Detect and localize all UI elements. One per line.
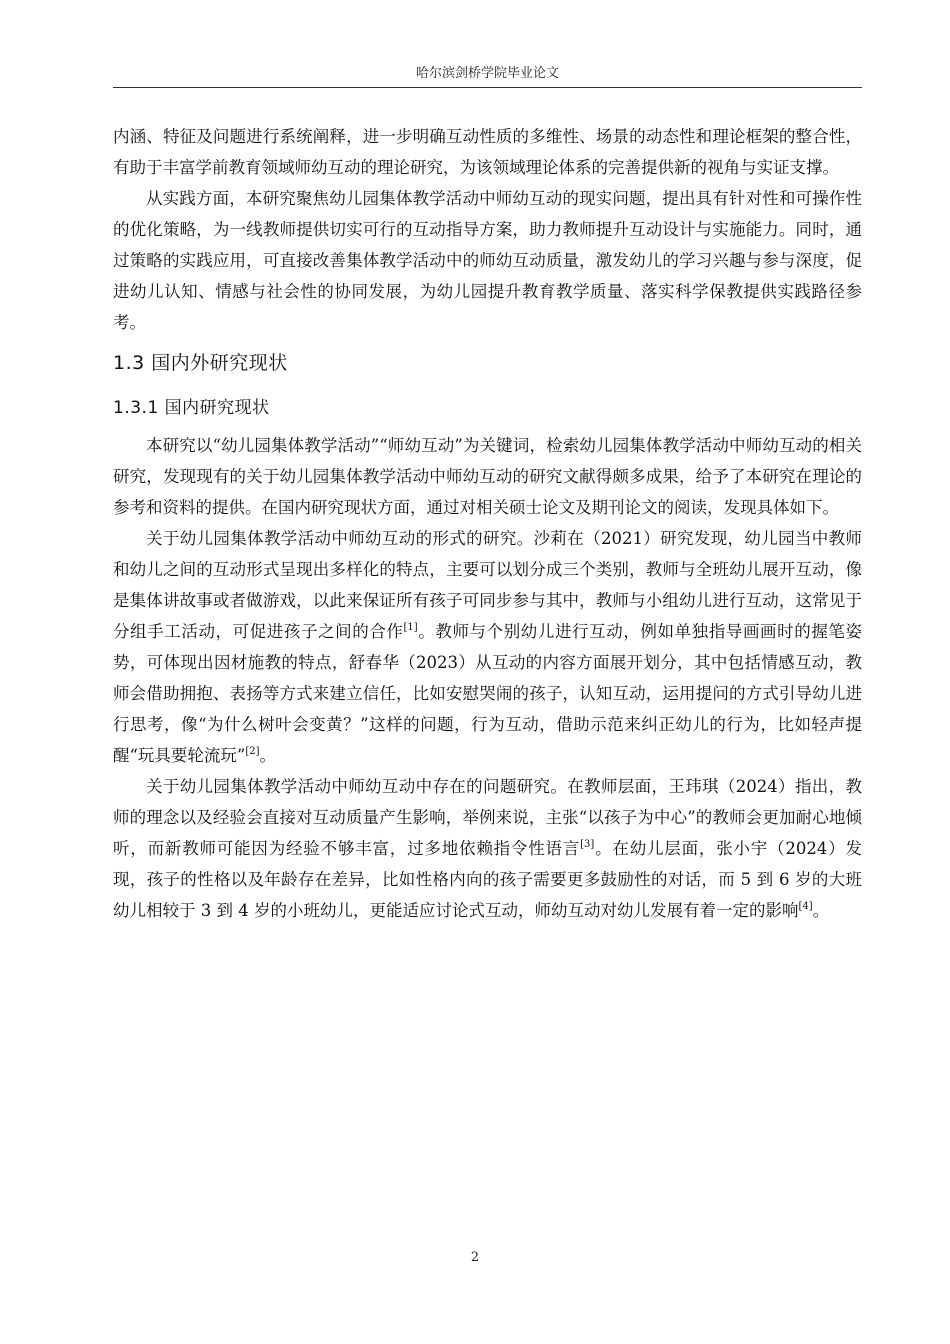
citation-3: [3] <box>580 839 595 850</box>
paragraph-text: 。在幼儿层面，张小宇（2024）发现，孩子的性格以及年龄存在差异，比如性格内向的孩子需要更多鼓励性的对话，而 5 到 6 岁的大班幼儿相较于 3 到 4 岁的小班幼儿，更能适应讨论式互动，师幼互动对幼儿发展有着一定的影响 <box>113 839 862 920</box>
paragraph-text: 。 <box>259 746 277 765</box>
running-header: 哈尔滨剑桥学院毕业论文 <box>415 66 559 81</box>
page-number: 2 <box>470 1250 480 1265</box>
paragraph-domestic-overview: 本研究以“幼儿园集体教学活动”“师幼互动”为关键词，检索幼儿园集体教学活动中师幼互动的相关研究，发现现有的关于幼儿园集体教学活动中师幼互动的研究文献得颇多成果，给予了本研究在理论的参考和资料的提供。在国内研究现状方面，通过对相关硕士论文及期刊论文的阅读，发现具体如下。 <box>113 436 862 517</box>
citation-1: [1] <box>403 622 418 633</box>
citation-4: [4] <box>798 901 813 912</box>
citation-2: [2] <box>245 746 260 757</box>
section-heading-1-3: 1.3 国内外研究现状 <box>113 352 288 374</box>
paragraph-interaction-forms <box>113 523 862 771</box>
paragraph-text: 关于幼儿园集体教学活动中师幼互动中存在的问题研究。在教师层面，王玮琪（2024）指出，教师的理念以及经验会直接对互动质量产生影响，举例来说，主张“以孩子为中心”的教师会更加耐心地倾听，而新教师可能因为经验不够丰富，过多地依赖指令性语言 <box>113 777 862 858</box>
body-content <box>113 121 862 926</box>
paragraph-text: 。教师与个别幼儿进行互动，例如单独指导画画时的握笔姿势，可体现出因材施教的特点，舒春华（2023）从互动的内容方面展开划分，其中包括情感互动，教师会借助拥抱、表扬等方式来建立信任，比如安慰哭闹的孩子，认知互动，运用提问的方式引导幼儿进行思考，像“为什么树叶会变黄？”这样的问题，行为互动，借助示范来纠正幼儿的行为，比如轻声提醒“玩具要轮流玩” <box>113 622 863 765</box>
paragraph-text: 。 <box>812 901 830 920</box>
header-rule <box>113 87 862 88</box>
subsection-heading-1-3-1: 1.3.1 国内研究现状 <box>113 398 270 418</box>
paragraph-interaction-problems <box>113 771 862 926</box>
paragraph-theory-significance: 内涵、特征及问题进行系统阐释，进一步明确互动性质的多维性、场景的动态性和理论框架的整合性，有助于丰富学前教育领域师幼互动的理论研究，为该领域理论体系的完善提供新的视角与实证支撑。 <box>113 127 862 177</box>
paragraph-text: 关于幼儿园集体教学活动中师幼互动的形式的研究。沙莉在（2021）研究发现，幼儿园当中教师和幼儿之间的互动形式呈现出多样化的特点，主要可以划分成三个类别，教师与全班幼儿展开互动，像是集体讲故事或者做游戏，以此来保证所有孩子可同步参与其中，教师与小组幼儿进行互动，这常见于分组手工活动，可促进孩子之间的合作 <box>113 529 862 641</box>
paragraph-practice-significance: 从实践方面，本研究聚焦幼儿园集体教学活动中师幼互动的现实问题，提出具有针对性和可操作性的优化策略，为一线教师提供切实可行的互动指导方案，助力教师提升互动设计与实施能力。同时，通过策略的实践应用，可直接改善集体教学活动中的师幼互动质量，激发幼儿的学习兴趣与参与深度，促进幼儿认知、情感与社会性的协同发展，为幼儿园提升教育教学质量、落实科学保教提供实践路径参考。 <box>113 189 862 332</box>
